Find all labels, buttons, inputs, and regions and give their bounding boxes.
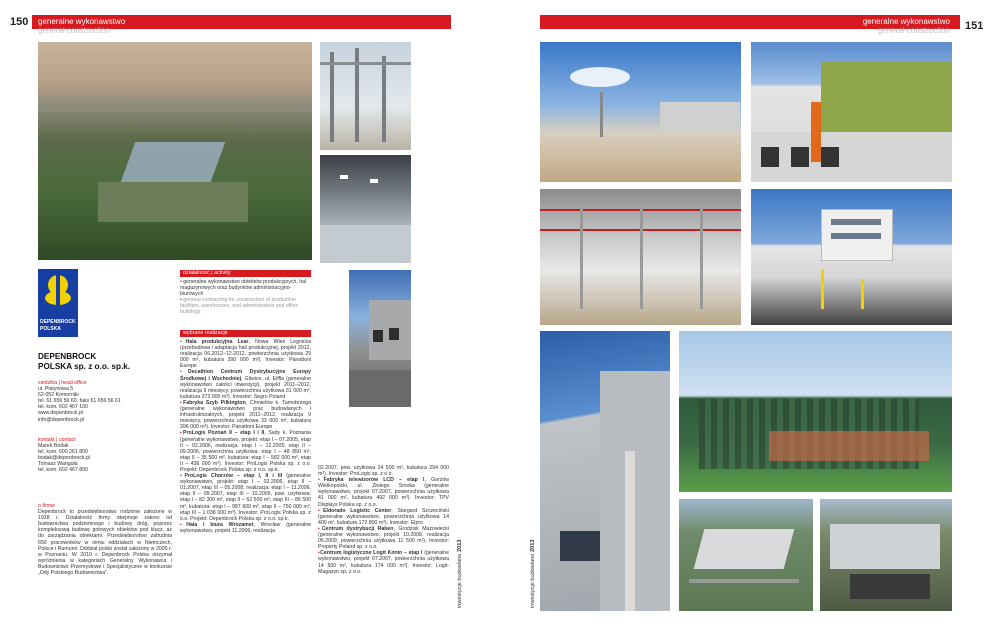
photo-green-facade-with-lift bbox=[751, 42, 952, 182]
photo-loading-docks-facade bbox=[349, 270, 411, 407]
header-subtitle-left: general construction bbox=[38, 26, 111, 35]
page-number-left: 150 bbox=[10, 16, 29, 28]
projects-col1 bbox=[180, 330, 311, 534]
about-block bbox=[38, 503, 172, 576]
logo-text-2: POLSKA bbox=[40, 326, 61, 332]
project-item: ▪Fabryka telewizorów LCD – etap I, Gorzów Wielkopolski, ul. Złotego Smoka (generalne wykonawstwo, projekt 07.2007, powierzchnia użytkowa 41 000 m², kubatura 492 000 m³). Investor: TPV Displays Polska sp. z o.o. bbox=[318, 477, 449, 508]
about-label: o firmie bbox=[38, 503, 56, 509]
photo-hall-construction-sky bbox=[540, 42, 741, 182]
activity-label: działalność | activity bbox=[180, 270, 311, 277]
project-item: ▪Eldorado Logistic Center, Stargard Szczeciński (generalne wykonawstwo, powierzchnia użytkowa 14 400 m², kubatura 172 800 m³). Investor: Elpro bbox=[318, 507, 449, 526]
project-item: ▪Fabryka Szyb Pilkington, Chmielów k. Tarnobrzega (generalne wykonawstwo prac budowlanych i infrastrukturalnych, projekt 2011–2012, realizacja 9 miesięcy, powierzchnia użytkowa 33 000 m², kubatura 396 000 m³). Investor: Panattoni Europe bbox=[180, 399, 311, 431]
spine-text-right: inwestycje budowlane 2013 bbox=[530, 539, 536, 608]
company-name bbox=[38, 352, 172, 372]
contact-line: tel. kom. 602 467 800 bbox=[38, 467, 88, 474]
header-subtitle-right: general construction bbox=[877, 26, 950, 35]
projects-label: wybrane realizacje bbox=[180, 330, 311, 337]
logo-text-1: DEPENBROCK bbox=[40, 319, 76, 325]
project-item-lead: 02.2007, pow. użytkowa 24 500 m², kubatura 294 000 m³). Investor: ProLogis sp. z o.o. bbox=[318, 465, 449, 478]
projects-col2 bbox=[318, 465, 449, 575]
contact-line: bodak@depenbrock.pl bbox=[38, 455, 90, 462]
project-item: ▪Decathlon Centrum Dystrybucyjne Europy Środkowej i Wschodniej, Gliwice, ul. Eiffla (generalne wykonawstwo całości inwestycji), projekt 2011–2012, realizacja 9 miesięcy, powierzchnia użytkowa 31 000 m², kubatura 372 000 m³). Investor: Segro Poland bbox=[180, 369, 311, 400]
project-item: ▪ProLogis Chorzów – etap I, II i III (generalne wykonawstwo, projekt: etap I – 02.2006, etap II – 01.2007, etap III – 05.2008, realizacja: etap I – 11.2006, etap II – 09.2007, etap III – 10.2009, pow. użytkowa: etap I – 82 300 m², etap II – 62 500 m², etap III – 86 500 m², kubatura: etap I – 987 600 m³, etap II – 750 000 m³, etap III – 1 038 000 m³). Investor: ProLogis Polska sp. z o.o. Projekt: Depenbrock Polska sp. z o.o. sp.k. bbox=[180, 473, 311, 522]
company-logo bbox=[38, 269, 78, 337]
header-title-right: generalne wykonawstwo bbox=[862, 17, 950, 26]
photo-sports-court-fence bbox=[679, 331, 952, 492]
contact-line: Marek Bodak bbox=[38, 443, 69, 450]
project-item: ▪Hala produkcyjna Lear, Nowa Wieś Legnicka (przebudowa i adaptacja hali produkcyjnej, projekt 2012, realizacja 06.2012–12.2012, powierzchnia użytkowa 29 000 m², kubatura 390 000 m³). Investor: Panattoni Europe bbox=[180, 339, 311, 370]
company-name-line2: POLSKA sp. z o.o. sp.k. bbox=[38, 362, 131, 371]
page-number-right: 151 bbox=[965, 20, 984, 32]
contact-line: tel. kom. 600 261 800 bbox=[38, 449, 88, 456]
contact-label: kontakt | contact bbox=[38, 437, 76, 443]
activity-en: ▪ general contracting for construction of production facilities, warehouses, and administrative and office buildings bbox=[180, 297, 299, 316]
photo-aerial-warehouse-2 bbox=[820, 499, 952, 611]
head-office-label: siedziba | head office bbox=[38, 380, 87, 386]
header-title-left: generalne wykonawstwo bbox=[38, 17, 126, 26]
hq-line: info@depenbrock.pl bbox=[38, 416, 85, 423]
contact-line: Tomasz Wanguła bbox=[38, 461, 78, 468]
photo-aerial-warehouse-1 bbox=[679, 499, 813, 611]
hq-line: 62-052 Komorniki bbox=[38, 392, 79, 399]
hq-line: ul. Platynowa 5 bbox=[38, 386, 74, 393]
contact-block bbox=[38, 437, 172, 474]
project-item: ▪Hala i biura Wrozamet, Wrocław (generalne wykonawstwo, projekt 11.2006, realizacja bbox=[180, 521, 312, 534]
project-item: ▪Centrum dystrybucji Raben, Grodzisk Mazowiecki (generalne wykonawstwo, projekt 10.2008, realizacja 06.2009, powierzchnia użytkowa 11 500 m²). Investor: Property Poland sp. z o.o. bbox=[318, 525, 450, 551]
photo-aerial-industrial-park bbox=[38, 42, 312, 260]
hq-line: tel. 61 656 56 60, faks 61 656 56 61 bbox=[38, 398, 121, 405]
activity-block bbox=[180, 270, 311, 316]
project-item: ▪Centrum logistyczne Logit Konin – etap I (generalne wykonawstwo, projekt 07.2007, powierzchnia użytkowa 14 500 m², kubatura 174 000 m³). Investor: Logit-Magazyn sp. z o.o. bbox=[318, 550, 450, 575]
spine-text-left: inwestycje budowlane 2013 bbox=[457, 539, 463, 608]
photo-metal-facade-with-pipe bbox=[540, 331, 670, 611]
photo-empty-warehouse-interior bbox=[320, 155, 411, 263]
about-text: Depenbrock to przedsiębiorstwo rodzinne założone w 1928 r. Działalność firmy obejmuje zakres od budownictwa podziemnego i budowy dróg, poprzez kompleksową budowę gotowych obiektów pod klucz, aż do zarządzania obiektami. Przedsiębiorstwo zatrudnia 650 pracowników w oimiu oddziałach w Niemczech, Polsce i Rumunii. Oddział polski został założony w 2005 r. w Poznaniu. W 2010 r. Depenbrock Polska otrzymał wyróżnienia w kategoriach Generalny Wykonawca i Budownictwo Przemysłowe i Specjalistyczne w konkursie „Orły Polskiego Budownictwa”. bbox=[38, 509, 172, 577]
head-office-block bbox=[38, 380, 172, 423]
photo-steel-frame-structure bbox=[320, 42, 411, 150]
hq-line: tel. kom. 602 467 100 bbox=[38, 404, 88, 411]
hq-line: www.depenbrock.pl bbox=[38, 410, 83, 417]
company-name-line1: DEPENBROCK bbox=[38, 352, 97, 361]
project-item: ▪ProLogis Poznań II – etap I i II, Sady k. Poznania (generalne wykonawstwo, projekt: etap I – 07.2005, etap II – 02.2006, realizacja: etap I – 12.2005, etap II – 09.2006, powierzchnia użytkowa: etap I – 48 850 m², etap II – 35 500 m², kubatura: etap I – 582 000 m³, etap II – 436 000 m³). Investor: ProLogis Polska sp. z o.o. Projekt: Depenbrock Polska sp. z o.o. sp.k. bbox=[180, 430, 311, 473]
photo-office-building-warehouse bbox=[751, 189, 952, 325]
activity-pl: ▪ generalne wykonawstwo obiektów produkcyjnych, hal magazynowych oraz budynków administracyjno-biurowych bbox=[180, 279, 307, 298]
photo-steel-truss-interior bbox=[540, 189, 741, 325]
